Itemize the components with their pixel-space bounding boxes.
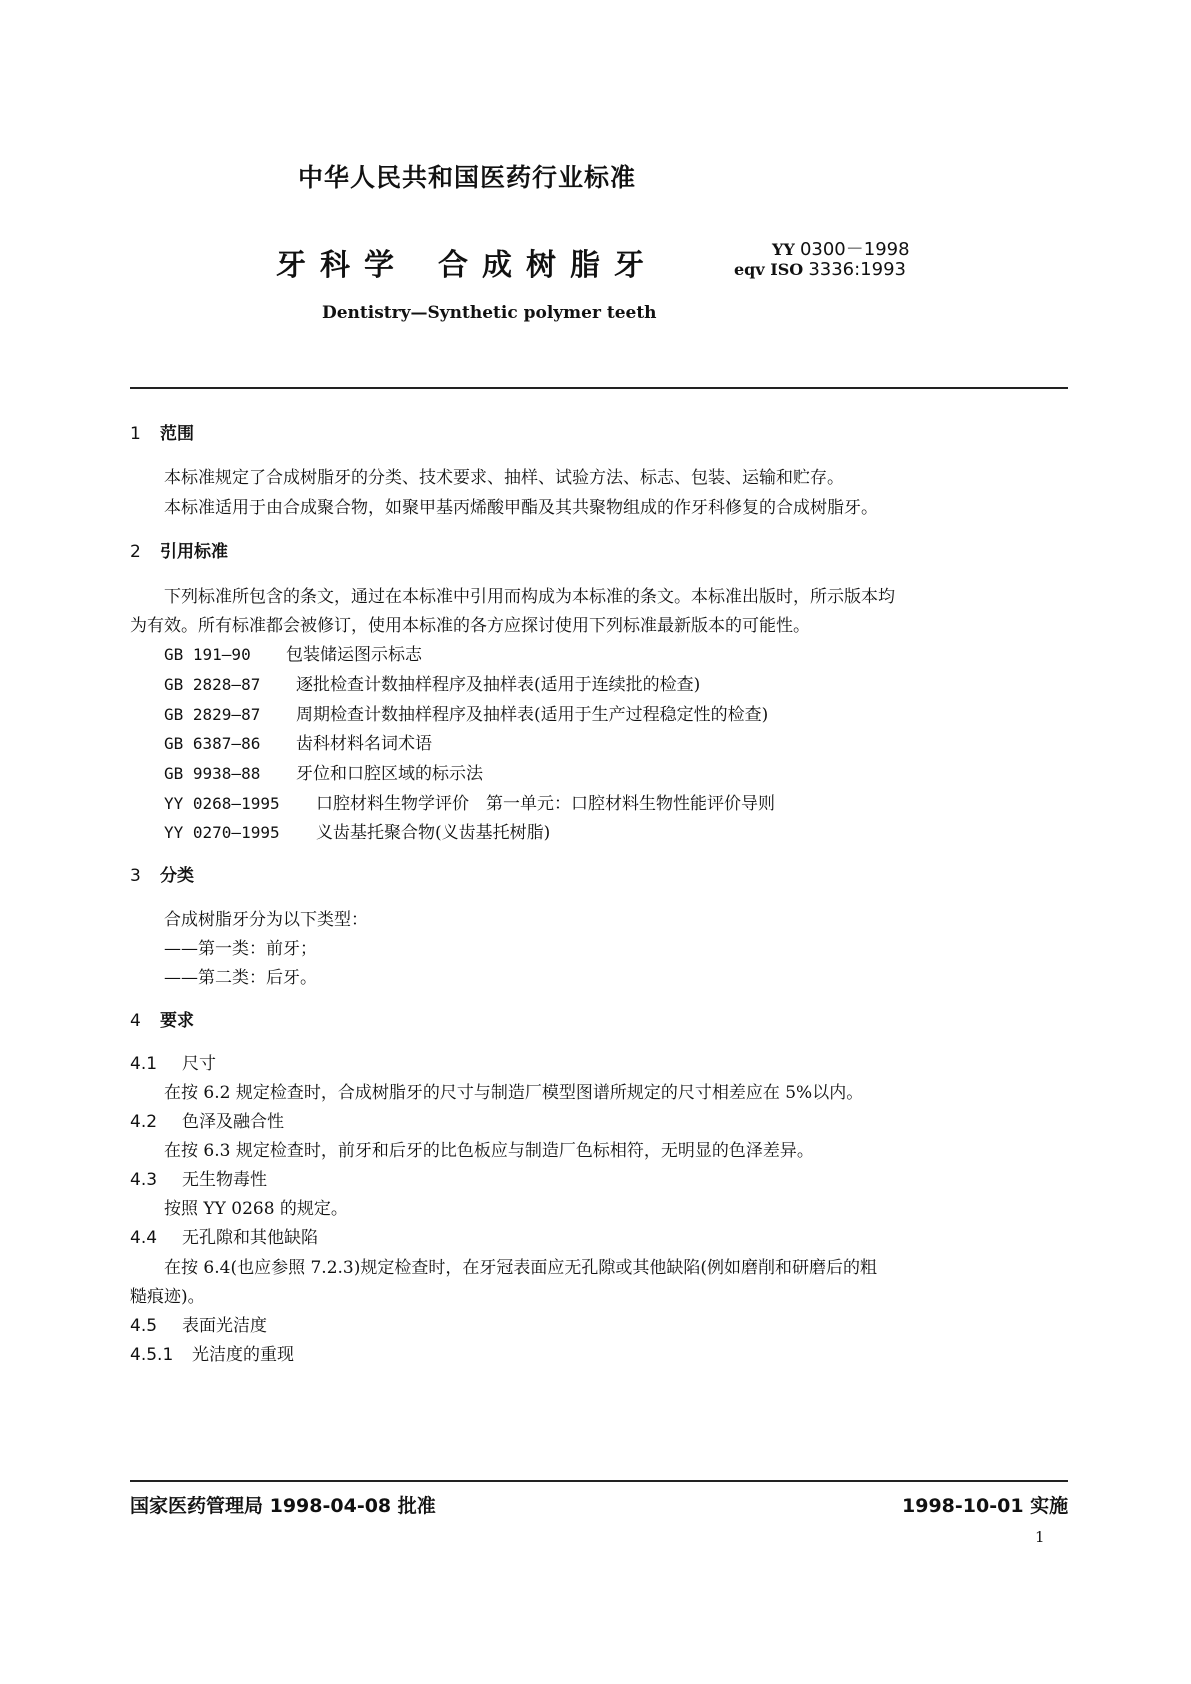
- reference-title: 牙位和口腔区域的标示法: [296, 764, 483, 784]
- subsection-title: 表面光洁度: [182, 1316, 267, 1336]
- list-item: ——第一类：前牙；: [164, 939, 317, 959]
- paragraph: 为有效。所有标准都会被修订，使用本标准的各方应探讨使用下列标准最新版本的可能性。: [130, 616, 810, 636]
- reference-item: [164, 818, 550, 843]
- paragraph: 合成树脂牙分为以下类型：: [164, 910, 368, 930]
- subsection-title: 无孔隙和其他缺陷: [182, 1228, 318, 1248]
- paragraph: 本标准适用于由合成聚合物，如聚甲基丙烯酸甲酯及其共聚物组成的作牙科修复的合成树脂牙。: [164, 498, 878, 518]
- subsection-title: 无生物毒性: [182, 1170, 267, 1190]
- section-title: 引用标准: [160, 542, 228, 562]
- subsection-heading: [130, 1340, 294, 1365]
- approval-notice: 国家医药管理局 1998-04-08 批准: [130, 1495, 436, 1517]
- paragraph: 本标准规定了合成树脂牙的分类、技术要求、抽样、试验方法、标志、包装、运输和贮存。: [164, 468, 844, 488]
- eqv-label: eqv ISO: [734, 260, 804, 279]
- subsection-number: 4.5.1: [130, 1345, 174, 1365]
- reference-title: 义齿基托聚合物(义齿基托树脂): [316, 823, 551, 843]
- reference-title: 口腔材料生物学评价 第一单元：口腔材料生物性能评价导则: [316, 794, 775, 814]
- reference-title: 齿科材料名词术语: [296, 734, 432, 754]
- reference-item: [164, 789, 775, 814]
- section-title: 要求: [160, 1011, 194, 1031]
- paragraph: 按照 YY 0268 的规定。: [164, 1199, 348, 1219]
- section-heading-2: [130, 537, 228, 562]
- reference-item: [164, 640, 422, 665]
- reference-item: [164, 670, 700, 695]
- subsection-title: 尺寸: [182, 1054, 216, 1074]
- reference-title: 周期检查计数抽样程序及抽样表(适用于生产过程稳定性的检查): [296, 705, 769, 725]
- reference-title: 逐批检查计数抽样程序及抽样表(适用于连续批的检查): [296, 675, 701, 695]
- paragraph: 在按 6.4(也应参照 7.2.3)规定检查时，在牙冠表面应无孔隙或其他缺陷(例如磨削和研磨后的粗: [164, 1258, 877, 1278]
- section-number: 1: [130, 424, 141, 444]
- section-number: 3: [130, 866, 141, 886]
- subsection-title: 光洁度的重现: [192, 1345, 294, 1365]
- title-part-1: 牙科学: [276, 248, 408, 283]
- effective-date: 1998-10-01 实施: [902, 1495, 1069, 1517]
- list-item: ——第二类：后牙。: [164, 968, 317, 988]
- subsection-heading: [130, 1311, 267, 1336]
- document-title-en: Dentistry—Synthetic polymer teeth: [322, 303, 657, 323]
- subsection-title: 色泽及融合性: [182, 1112, 284, 1132]
- eqv-number: 3336:1993: [808, 259, 906, 280]
- section-title: 范围: [160, 424, 194, 444]
- reference-code: YY 0268—1995: [164, 794, 280, 813]
- subsection-number: 4.3: [130, 1170, 158, 1190]
- reference-title: 包装储运图示标志: [286, 645, 422, 665]
- reference-item: [164, 759, 483, 784]
- subsection-number: 4.2: [130, 1112, 158, 1132]
- section-title: 分类: [160, 866, 194, 886]
- reference-code: GB 191—90: [164, 645, 251, 664]
- paragraph: 下列标准所包含的条文，通过在本标准中引用而构成为本标准的条文。本标准出版时，所示版本均: [164, 587, 895, 607]
- reference-code: GB 6387—86: [164, 734, 261, 753]
- subsection-number: 4.1: [130, 1054, 158, 1074]
- page-number: 1: [1035, 1528, 1045, 1546]
- subsection-heading: [130, 1223, 318, 1248]
- section-heading-1: [130, 419, 194, 444]
- reference-code: YY 0270—1995: [164, 823, 280, 842]
- reference-code: GB 2829—87: [164, 705, 261, 724]
- document-title-zh: [276, 240, 658, 284]
- subsection-number: 4.4: [130, 1228, 158, 1248]
- footer-divider: [130, 1480, 1068, 1482]
- reference-code: GB 2828—87: [164, 675, 261, 694]
- paragraph: 在按 6.3 规定检查时，前牙和后牙的比色板应与制造厂色标相符，无明显的色泽差异。: [164, 1141, 814, 1161]
- standard-body-title: 中华人民共和国医药行业标准: [298, 163, 637, 192]
- code-number: 0300－1998: [799, 239, 910, 260]
- section-number: 4: [130, 1011, 141, 1031]
- code-label: YY: [772, 240, 795, 259]
- reference-code: GB 9938—88: [164, 764, 261, 783]
- paragraph: 糙痕迹)。: [130, 1287, 205, 1307]
- reference-item: [164, 700, 768, 725]
- reference-item: [164, 729, 432, 754]
- section-number: 2: [130, 542, 141, 562]
- header-divider: [130, 387, 1068, 389]
- standard-code-block: [734, 239, 910, 280]
- subsection-heading: [130, 1165, 267, 1190]
- title-part-2: 合成树脂牙: [438, 248, 658, 283]
- paragraph: 在按 6.2 规定检查时，合成树脂牙的尺寸与制造厂模型图谱所规定的尺寸相差应在 5%以内。: [164, 1083, 864, 1103]
- section-heading-4: [130, 1006, 194, 1031]
- section-heading-3: [130, 861, 194, 886]
- subsection-heading: [130, 1107, 284, 1132]
- subsection-number: 4.5: [130, 1316, 158, 1336]
- subsection-heading: [130, 1049, 216, 1074]
